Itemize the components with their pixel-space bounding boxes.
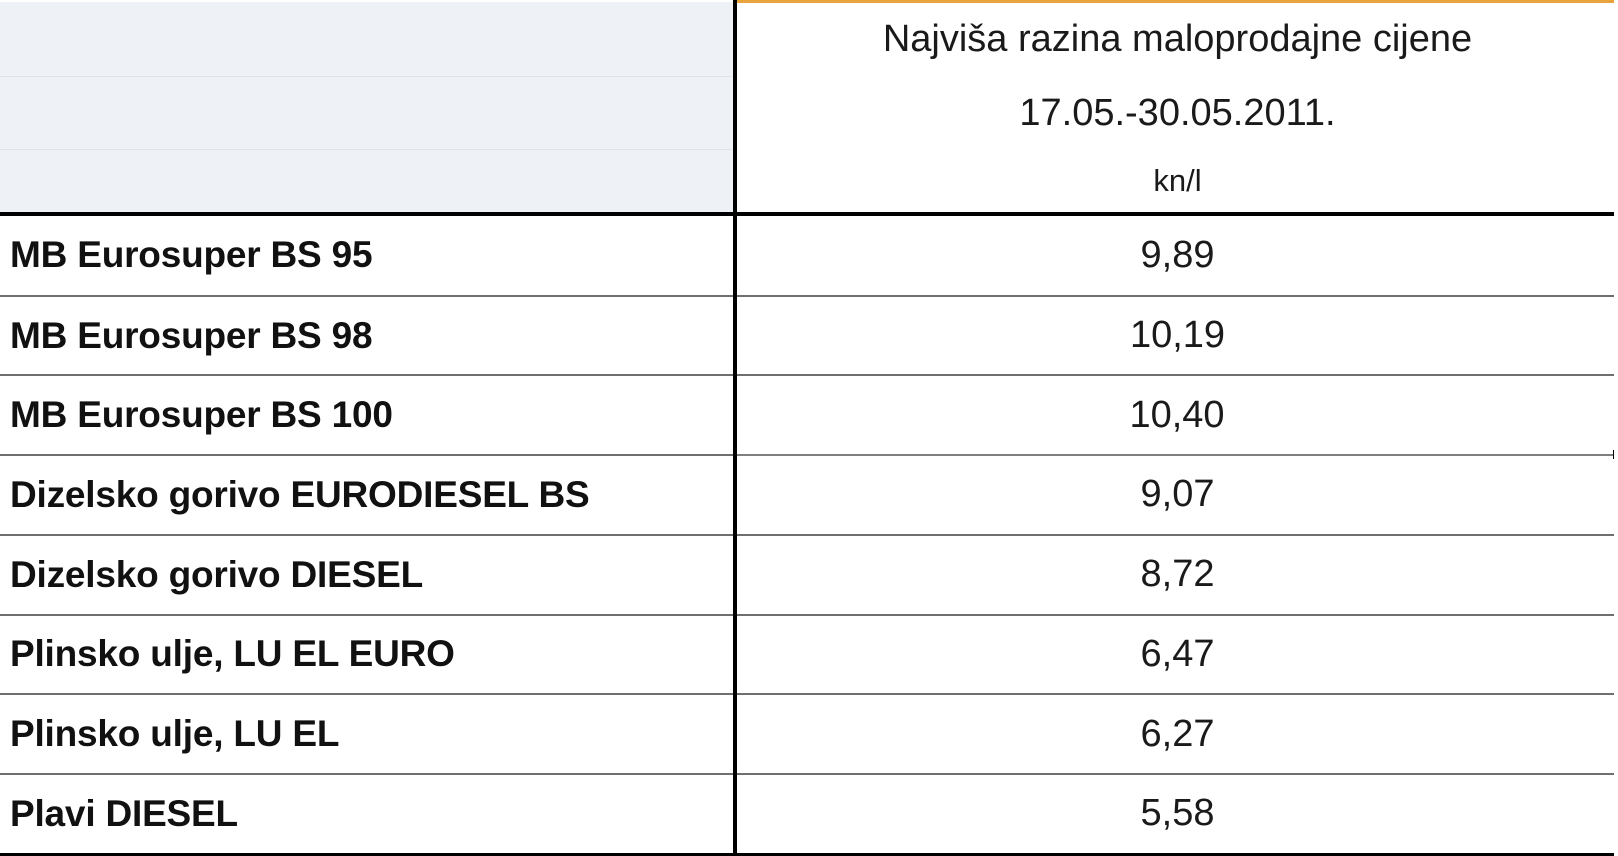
fuel-price[interactable]: 8,72 [735,535,1618,615]
table-row [0,535,1618,615]
fuel-label: MB Eurosuper BS 98 [0,296,735,376]
fuel-label: Plinsko ulje, LU EL EURO [0,615,735,695]
sheet-right-edge [1614,0,1618,856]
header-unit: kn/l [735,150,1618,214]
fuel-label: Plavi DIESEL [0,774,735,855]
table-row [0,615,1618,695]
header-title: Najviša razina maloprodajne cijene [735,2,1618,77]
header-row-period [0,77,1618,150]
header-label-blank-2 [0,77,735,150]
header-period: 17.05.-30.05.2011. [735,77,1618,150]
fuel-price-selected-cell[interactable]: 10,40 [735,375,1618,455]
table-row [0,214,1618,295]
fuel-price[interactable]: 9,07 [735,455,1618,535]
header-row-title [0,2,1618,77]
fuel-label: Plinsko ulje, LU EL [0,694,735,774]
table-row [0,774,1618,855]
fuel-label: MB Eurosuper BS 100 [0,375,735,455]
fuel-price[interactable]: 9,89 [735,214,1618,295]
header-label-blank-3 [0,150,735,214]
fuel-price[interactable]: 5,58 [735,774,1618,855]
fuel-price[interactable]: 10,19 [735,296,1618,376]
fuel-label: Dizelsko gorivo EURODIESEL BS [0,455,735,535]
table-row [0,375,1618,455]
fuel-price[interactable]: 6,47 [735,615,1618,695]
fuel-label: Dizelsko gorivo DIESEL [0,535,735,615]
fuel-label: MB Eurosuper BS 95 [0,214,735,295]
table-row [0,694,1618,774]
header-label-blank-1 [0,2,735,77]
table-row [0,296,1618,376]
header-row-unit [0,150,1618,214]
fuel-price[interactable]: 6,27 [735,694,1618,774]
table-row [0,455,1618,535]
